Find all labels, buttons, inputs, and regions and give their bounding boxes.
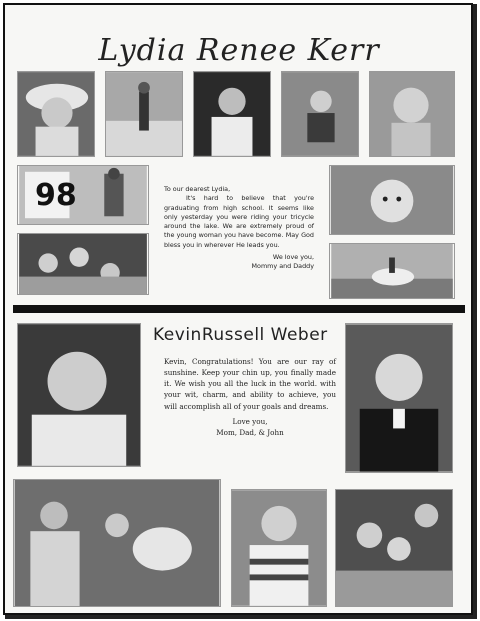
lydia-greeting: To our dearest Lydia, <box>164 185 231 193</box>
photo-toddler-sitting <box>281 71 359 157</box>
photo-girl-with-hat <box>17 71 95 157</box>
kevin-message-body: Kevin, Congratulations! You are our ray of sunshine. Keep your chin up, you finally made it. We wish you all the luck in the world. with your wit, charm, and ability to achieve, you will accomplish all of your goals and dreams. <box>164 357 336 411</box>
kevin-message <box>164 356 336 438</box>
lydia-closing: We love you, <box>272 252 314 261</box>
photo-carousel-ride <box>13 479 221 607</box>
lydia-message-body: It's hard to believe that you're graduating from high school. It seems like only yesterday you were riding your tricycle around the lake. We are extremely proud of the young woman you have become. May God bless you in wherever He leads you. <box>164 194 314 249</box>
page-content <box>13 13 465 607</box>
photo-kevin-tuxedo <box>345 323 453 473</box>
lydia-message <box>164 185 314 272</box>
photo-baby-eating <box>369 71 455 157</box>
photo-kevin-young <box>17 323 141 467</box>
section-divider <box>13 305 465 313</box>
photo-child-at-lake <box>105 71 183 157</box>
photo-three-kids <box>17 233 149 295</box>
lydia-name-title: Lydia Renee Kerr <box>98 33 380 68</box>
page-shadow-right <box>473 4 477 618</box>
kevin-signature: Mom, Dad, & John <box>216 427 284 437</box>
page-shadow-bottom <box>5 615 477 619</box>
yearbook-page <box>3 3 473 615</box>
jersey-number: 98 <box>35 178 77 213</box>
photo-horse-riding <box>329 243 455 299</box>
photo-boy-striped-shirt <box>231 489 327 607</box>
photo-girl-in-jacket <box>193 71 271 157</box>
photo-three-boys <box>335 489 453 607</box>
photo-baby-portrait <box>329 165 455 235</box>
lydia-signature: Mommy and Daddy <box>251 262 314 271</box>
kevin-name-title: KevinRussell Weber <box>153 325 328 345</box>
kevin-closing: Love you, <box>232 416 268 426</box>
